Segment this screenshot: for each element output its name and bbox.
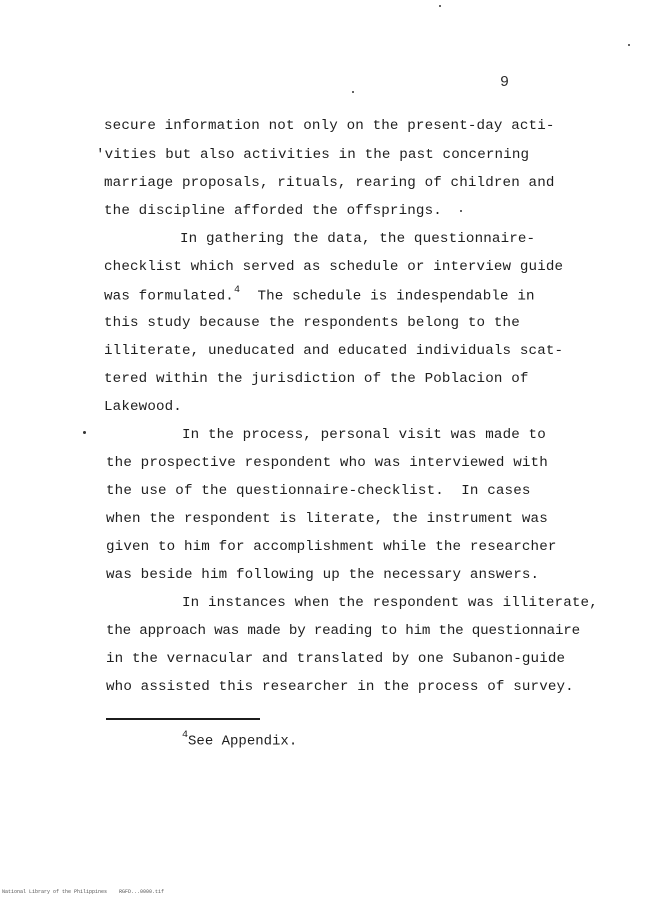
scan-speck xyxy=(83,431,86,434)
body-line: this study because the respondents belong to the xyxy=(104,315,520,331)
footnote-reference: 4 xyxy=(233,285,241,296)
footnote xyxy=(182,732,297,750)
footnote-text: See Appendix. xyxy=(188,733,298,750)
body-line: marriage proposals, rituals, rearing of children and xyxy=(104,175,555,191)
scan-speck xyxy=(460,210,462,212)
body-line: checklist which served as schedule or interview guide xyxy=(104,259,564,275)
body-line: In instances when the respondent was illiterate, xyxy=(182,595,598,611)
body-line: the discipline afforded the offsprings. xyxy=(104,203,442,219)
body-line: given to him for accomplishment while the researcher xyxy=(106,539,557,555)
page-number: 9 xyxy=(500,74,510,91)
body-line: In the process, personal visit was made to xyxy=(182,427,546,443)
body-line: in the vernacular and translated by one Subanon-guide xyxy=(106,651,566,667)
body-line: the approach was made by reading to him the questionnaire xyxy=(106,623,580,639)
body-line: illiterate, uneducated and educated individuals scat- xyxy=(104,343,564,359)
footnote-number: 4 xyxy=(182,730,189,741)
body-line: when the respondent is literate, the instrument was xyxy=(106,511,548,527)
body-line: Lakewood. xyxy=(104,399,182,415)
scan-speck xyxy=(352,91,354,93)
body-text: The schedule is indespendable in xyxy=(257,288,535,305)
body-line: secure information not only on the present-day acti- xyxy=(104,118,555,134)
body-line xyxy=(104,287,535,305)
body-line: tered within the jurisdiction of the Poblacion of xyxy=(104,371,529,387)
body-line: 'vities but also activities in the past concerning xyxy=(96,147,530,163)
body-line: In gathering the data, the questionnaire- xyxy=(180,231,536,247)
scan-speck xyxy=(628,44,630,46)
footnote-divider xyxy=(106,718,260,720)
body-line: who assisted this researcher in the process of survey. xyxy=(106,679,574,695)
body-line: the prospective respondent who was interviewed with xyxy=(106,455,548,471)
library-stamp: National Library of the Philippines RGFD...0000.tif xyxy=(2,889,165,895)
body-line: was beside him following up the necessary answers. xyxy=(106,567,540,583)
body-line: the use of the questionnaire-checklist. In cases xyxy=(106,483,531,499)
body-text: was formulated. xyxy=(104,288,234,305)
scan-speck xyxy=(439,5,441,7)
